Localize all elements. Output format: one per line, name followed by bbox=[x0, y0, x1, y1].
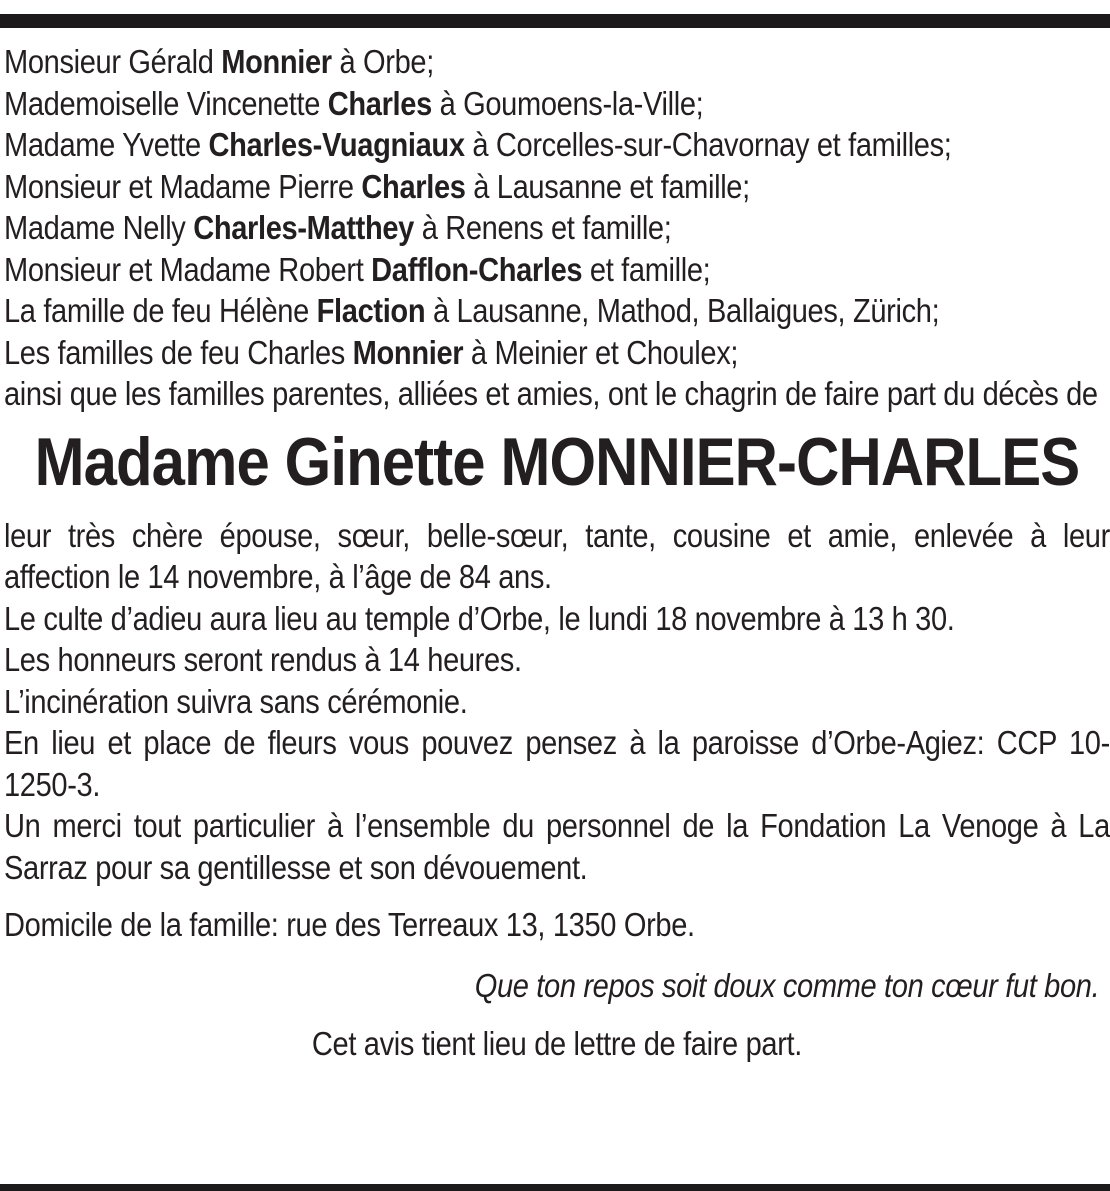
family-name: Flaction bbox=[316, 292, 426, 329]
family-line bbox=[4, 332, 1110, 374]
notice-paragraph: Le culte d’adieu aura lieu au temple d’Orbe, le lundi 18 novembre à 13 h 30. bbox=[4, 599, 955, 637]
family-list bbox=[4, 41, 1110, 415]
family-line bbox=[4, 41, 1110, 83]
family-line-pre: Les familles de feu Charles bbox=[4, 333, 353, 371]
family-line bbox=[4, 124, 1110, 166]
family-line-pre: Mademoiselle Vincenette bbox=[4, 84, 328, 122]
notice-paragraph: Les honneurs seront rendus à 14 heures. bbox=[4, 641, 522, 678]
family-line-post: à Meinier et Choulex; bbox=[463, 333, 739, 371]
notice-paragraph: En lieu et place de fleurs vous pouvez pensez à la paroisse d’Orbe-Agiez: CCP 10-1250-3. bbox=[4, 724, 1110, 803]
family-line-post: à Corcelles-sur-Chavornay et familles; bbox=[464, 126, 952, 163]
family-line bbox=[4, 207, 1110, 249]
family-line-pre: Monsieur et Madame Robert bbox=[4, 250, 372, 288]
notice-paragraph: leur très chère épouse, sœur, belle-sœur, tante, cousine et amie, enlevée à leur affection le 14 novembre, à l’âge de 84 ans. bbox=[4, 516, 1110, 595]
family-name: Monnier bbox=[221, 43, 332, 80]
family-line-post: à Goumoens-la-Ville; bbox=[431, 84, 704, 122]
family-line-pre: Madame Nelly bbox=[4, 209, 194, 246]
family-line-post: à Renens et famille; bbox=[413, 209, 672, 246]
family-line-post: à Lausanne, Mathod, Ballaigues, Zürich; bbox=[425, 292, 940, 329]
family-line-pre: Monsieur Gérald bbox=[4, 43, 222, 80]
family-line-post: à Lausanne et famille; bbox=[465, 167, 750, 205]
family-line bbox=[4, 249, 1110, 291]
notice-body bbox=[4, 515, 1110, 946]
family-line-pre: La famille de feu Hélène bbox=[4, 292, 317, 329]
family-name: Charles-Vuagniaux bbox=[208, 126, 465, 163]
family-line-post: et famille; bbox=[582, 250, 711, 288]
family-line bbox=[4, 166, 1110, 208]
family-name: Charles-Matthey bbox=[193, 209, 414, 246]
notice-content bbox=[4, 14, 1110, 1065]
notice-paragraph: L’incinération suivra sans cérémonie. bbox=[4, 682, 468, 720]
announcement-phrase: ainsi que les familles parentes, alliées et amies, ont le chagrin de faire part du décès de bbox=[4, 375, 1098, 412]
notice-paragraph: Un merci tout particulier à l’ensemble du personnel de la Fondation La Venoge à La Sarraz pour sa gentillesse et son dévouement. bbox=[4, 807, 1110, 886]
epitaph-quote: Que ton repos soit doux comme ton cœur fut bon. bbox=[474, 966, 1100, 1004]
family-name: Charles bbox=[327, 84, 432, 122]
bottom-rule bbox=[0, 1184, 1110, 1191]
closing-notice: Cet avis tient lieu de lettre de faire part. bbox=[311, 1025, 802, 1062]
family-line-post: à Orbe; bbox=[331, 43, 434, 80]
family-address: Domicile de la famille: rue des Terreaux 13, 1350 Orbe. bbox=[4, 906, 695, 943]
family-line-pre: Monsieur et Madame Pierre bbox=[4, 167, 362, 205]
obituary-notice-page bbox=[0, 14, 1110, 1191]
family-name: Dafflon-Charles bbox=[371, 250, 583, 288]
deceased-name-title: Madame Ginette MONNIER-CHARLES bbox=[34, 423, 1080, 500]
family-line bbox=[4, 290, 1110, 332]
family-name: Monnier bbox=[352, 333, 464, 371]
family-line-pre: Madame Yvette bbox=[4, 126, 209, 163]
family-name: Charles bbox=[361, 167, 466, 205]
family-line bbox=[4, 83, 1110, 125]
